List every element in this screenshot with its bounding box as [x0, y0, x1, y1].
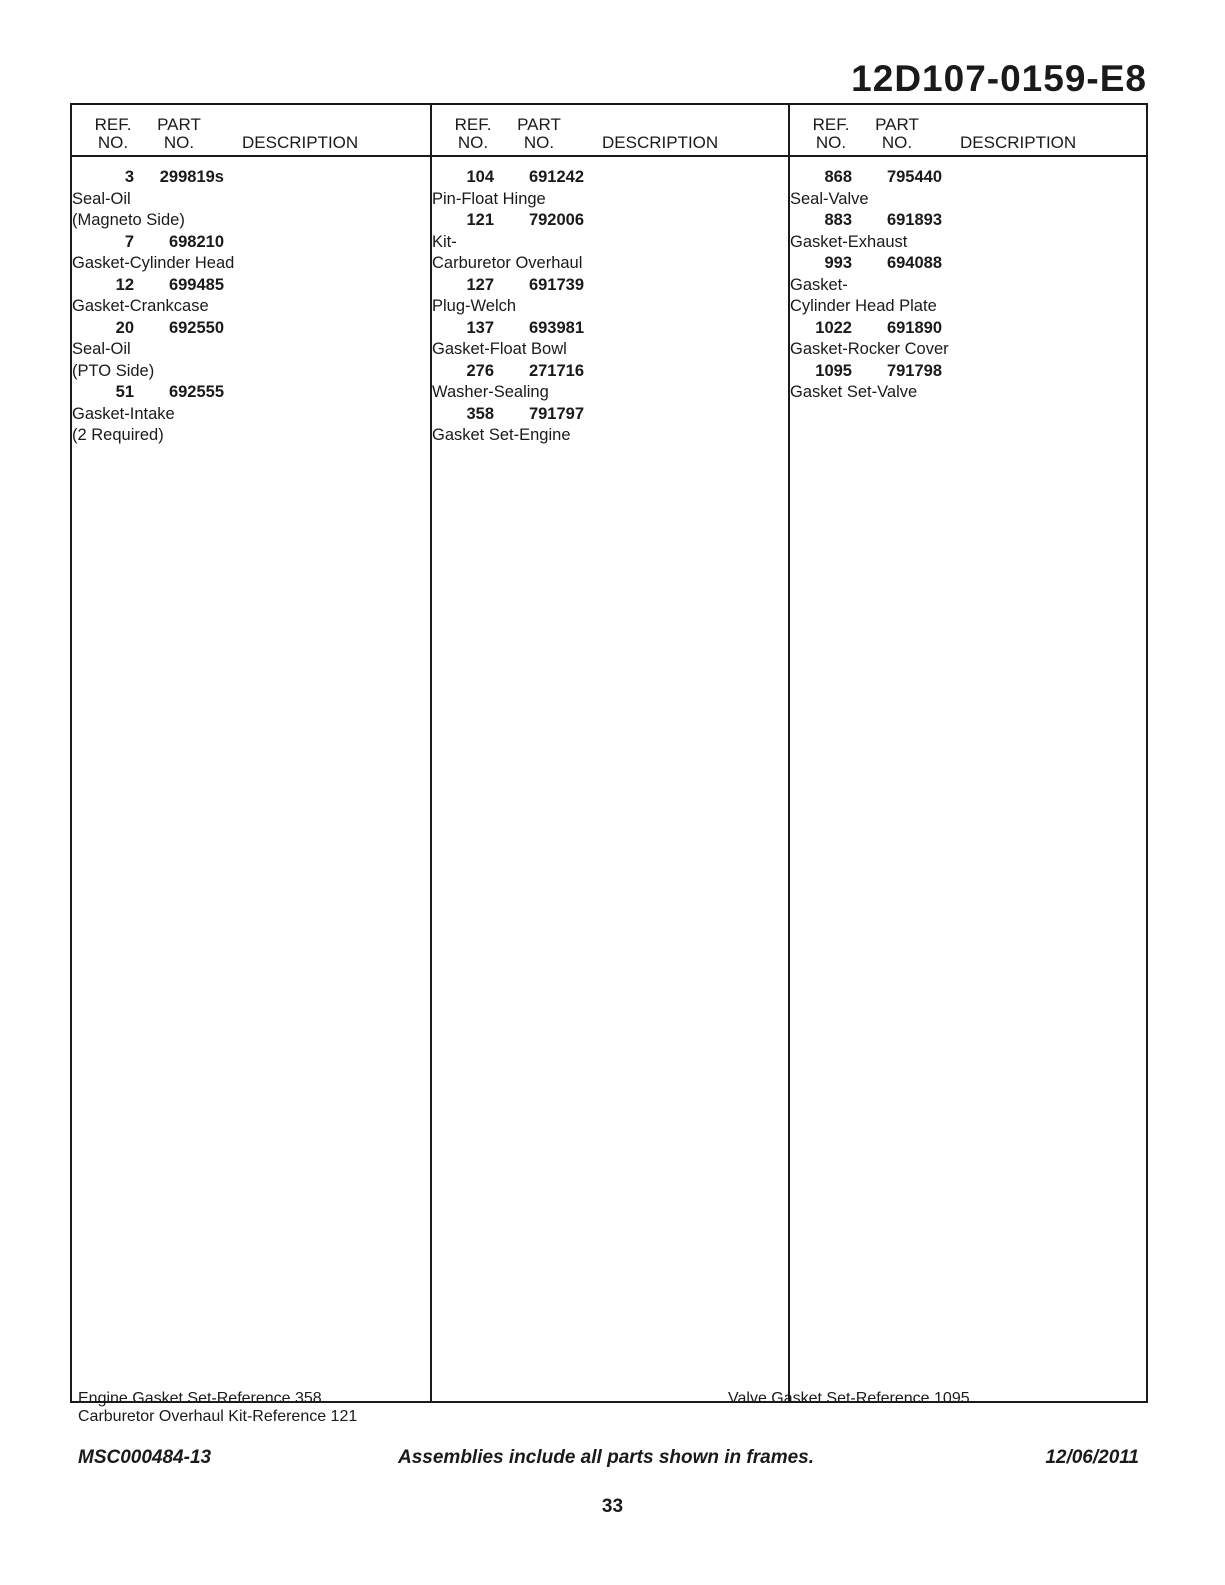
- header-part-no: [152, 116, 206, 152]
- table-row: [790, 318, 1146, 361]
- ref-number: 276: [466, 361, 494, 380]
- footer-message: Assemblies include all parts shown in frames.: [398, 1447, 815, 1468]
- part-number: 792006: [528, 211, 584, 229]
- header-ref-no: [804, 116, 858, 152]
- header-ref-label: REF.: [94, 115, 132, 134]
- ref-number: 137: [466, 318, 494, 337]
- part-number: 791798: [886, 361, 942, 380]
- description-line: Seal-Valve: [790, 189, 869, 208]
- header-part-no: [870, 116, 924, 152]
- column-header: [790, 105, 1146, 157]
- part-description: [432, 296, 788, 318]
- ref-number: 12: [115, 275, 134, 294]
- parts-column-1: [72, 105, 430, 1401]
- footer-date: 12/06/2011: [1045, 1447, 1139, 1468]
- part-description: [432, 339, 788, 361]
- description-line: Kit-: [432, 232, 457, 251]
- description-line: Plug-Welch: [432, 297, 517, 315]
- part-description: [72, 253, 430, 275]
- part-number: 693981: [528, 318, 584, 337]
- part-description: [432, 425, 788, 447]
- description-line: Gasket Set-Engine: [432, 426, 571, 444]
- notes-left: [78, 1390, 357, 1426]
- header-ref-no: [446, 116, 500, 152]
- ref-number: 3: [124, 168, 134, 186]
- table-row: [72, 382, 430, 447]
- part-number: 795440: [886, 168, 942, 186]
- parts-rows: [432, 167, 788, 447]
- header-ref-no-label: NO.: [457, 133, 489, 152]
- ref-number: 358: [466, 404, 494, 423]
- header-description: DESCRIPTION: [242, 133, 359, 152]
- description-line: Carburetor Overhaul: [432, 254, 583, 272]
- part-number: 691739: [528, 275, 584, 294]
- header-ref-no: [86, 116, 140, 152]
- description-line: Gasket-Intake: [72, 404, 175, 423]
- header-ref-no-label: NO.: [97, 133, 129, 152]
- ref-number: 51: [115, 383, 134, 401]
- footer-doc-code: MSC000484-13: [78, 1447, 212, 1468]
- description-line: Gasket-Float Bowl: [432, 340, 567, 358]
- ref-number: 7: [124, 232, 134, 251]
- parts-table: [70, 103, 1148, 1403]
- parts-rows: [790, 167, 1146, 404]
- part-number: 691242: [528, 168, 584, 186]
- ref-number: 121: [466, 211, 494, 229]
- part-description: [72, 339, 430, 382]
- table-row: [72, 275, 430, 318]
- ref-number: 1022: [815, 318, 852, 337]
- table-row: [432, 275, 788, 318]
- description-line: Seal-Oil: [72, 189, 131, 208]
- header-description: DESCRIPTION: [602, 133, 719, 152]
- ref-number: 104: [466, 168, 494, 186]
- part-number: 698210: [168, 232, 224, 251]
- description-line: Gasket-Crankcase: [72, 297, 209, 315]
- header-part-label: PART: [875, 115, 919, 134]
- table-row: [432, 404, 788, 447]
- header-ref-label: REF.: [454, 115, 492, 134]
- description-line: (Magneto Side): [72, 211, 185, 229]
- part-description: [432, 382, 788, 404]
- description-line: Washer-Sealing: [432, 383, 549, 401]
- header-part-no-label: NO.: [523, 133, 555, 152]
- table-row: [72, 167, 430, 232]
- description-line: Pin-Float Hinge: [432, 189, 546, 208]
- parts-column-2: [430, 105, 788, 1401]
- table-row: [790, 253, 1146, 318]
- table-row: [72, 318, 430, 383]
- part-number: 699485: [168, 275, 224, 294]
- page-number: 33: [601, 1496, 624, 1517]
- part-description: [790, 339, 1146, 361]
- part-number: 692550: [168, 318, 224, 337]
- ref-number: 127: [466, 275, 494, 294]
- part-number: 299819s: [159, 168, 224, 186]
- part-description: [432, 232, 788, 275]
- header-part-no: [512, 116, 566, 152]
- description-line: Gasket-: [790, 275, 848, 294]
- part-number: 691890: [886, 318, 942, 337]
- part-number: 692555: [168, 383, 224, 401]
- description-line: Gasket Set-Valve: [790, 383, 918, 401]
- part-description: [432, 189, 788, 211]
- table-row: [790, 361, 1146, 404]
- parts-rows: [72, 167, 430, 447]
- description-line: Cylinder Head Plate: [790, 297, 937, 315]
- table-row: [432, 210, 788, 275]
- part-description: [790, 189, 1146, 211]
- notes-right: [728, 1390, 970, 1408]
- part-description: [72, 189, 430, 232]
- column-header: [72, 105, 430, 157]
- note-line: Carburetor Overhaul Kit-Reference 121: [78, 1408, 358, 1425]
- description-line: Gasket-Exhaust: [790, 232, 908, 251]
- part-description: [72, 296, 430, 318]
- parts-column-3: [788, 105, 1146, 1401]
- description-line: Seal-Oil: [72, 340, 131, 358]
- description-line: Gasket-Rocker Cover: [790, 340, 949, 358]
- ref-number: 883: [824, 211, 852, 229]
- table-row: [432, 361, 788, 404]
- header-ref-no-label: NO.: [815, 133, 847, 152]
- part-number: 691893: [886, 211, 942, 229]
- description-line: (2 Required): [72, 426, 164, 444]
- ref-number: 868: [824, 168, 852, 186]
- table-row: [790, 210, 1146, 253]
- note-line: Engine Gasket Set-Reference 358: [78, 1390, 322, 1407]
- description-line: Gasket-Cylinder Head: [72, 254, 235, 272]
- header-part-label: PART: [517, 115, 561, 134]
- header-part-no-label: NO.: [881, 133, 913, 152]
- model-number: 12D107-0159-E8: [851, 58, 1147, 99]
- description-line: (PTO Side): [72, 361, 155, 380]
- part-number: 271716: [528, 361, 584, 380]
- ref-number: 1095: [815, 361, 852, 380]
- part-description: [790, 232, 1146, 254]
- part-description: [790, 382, 1146, 404]
- header-part-no-label: NO.: [163, 133, 195, 152]
- part-description: [790, 275, 1146, 318]
- header-part-label: PART: [157, 115, 201, 134]
- table-row: [72, 232, 430, 275]
- part-description: [72, 404, 430, 447]
- column-header: [432, 105, 788, 157]
- note-line: Valve Gasket Set-Reference 1095: [728, 1390, 970, 1407]
- ref-number: 993: [824, 254, 852, 272]
- header-ref-label: REF.: [812, 115, 850, 134]
- table-row: [432, 318, 788, 361]
- ref-number: 20: [115, 318, 134, 337]
- header-description: DESCRIPTION: [960, 133, 1077, 152]
- part-number: 694088: [886, 254, 942, 272]
- table-row: [790, 167, 1146, 210]
- table-row: [432, 167, 788, 210]
- part-number: 791797: [528, 404, 584, 423]
